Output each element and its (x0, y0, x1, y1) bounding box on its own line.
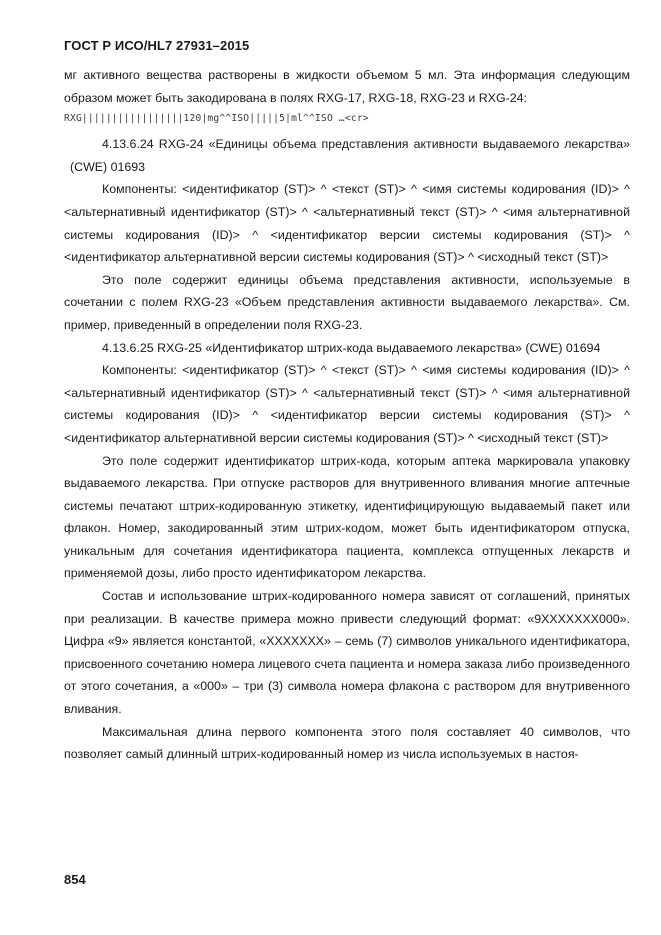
section-heading-rxg25: 4.13.6.25 RXG-25 «Идентификатор штрих-кода выдаваемого лекарства» (CWE) 01694 (102, 340, 601, 355)
paragraph-components-rxg25: Компоненты: <идентификатор (ST)> ^ <текст (ST)> ^ <имя системы кодирования (ID)> ^ <альтернативный идентификатор (ST)> ^ <альтернативный текст (ST)> ^ <имя альтернативной системы кодирования (ID)> ^ <идентификатор версии системы кодирования (ST)> ^ <идентификатор альтернативной версии системы кодирования (ST)> ^ <исходный текст (ST)> (64, 363, 630, 445)
paragraph-rxg25-description: Это поле содержит идентификатор штрих-кода, которым аптека маркировала упаковку выдаваемого лекарства. При отпуске растворов для внутривенного вливания многие аптечные системы печатают штрих-кодированную этикетку, идентифицирующую выдаваемый пакет или флакон. Номер, закодированный этим штрих-кодом, может быть идентификатором отпуска, уникальным для сочетания идентификатора пациента, комплекса отпущенных лекарств и применяемой дозы, либо просто идентификатором лекарства. (64, 453, 630, 581)
document-body (64, 64, 630, 766)
document-header: ГОСТ Р ИСО/HL7 27931–2015 (64, 38, 250, 53)
paragraph-barcode-format: Состав и использование штрих-кодированного номера зависят от соглашений, принятых при реализации. В качестве примера можно привести следующий формат: «9XXXXXXX000». Цифра «9» является константой, «XXXXXXX» – семь (7) символов уникального идентификатора, присвоенного сочетанию номера лицевого счета пациента и номера заказа либо произведенного от этого сочетания, а «000» – три (3) символа номера флакона с раствором для внутривенного вливания. (64, 589, 630, 717)
section-heading-rxg24: 4.13.6.24 RXG-24 «Единицы объема представления активности выдаваемого лекарства» (CWE) 01693 (70, 137, 630, 174)
code-example: RXG|||||||||||||||||120|mg^^ISO|||||5|ml^^ISO …<cr> (64, 113, 369, 125)
paragraph-rxg24-description: Это поле содержит единицы объема представления активности, используемые в сочетании с полем RXG-23 «Объем представления активности выдаваемого лекарства». См. пример, приведенный в определении поля RXG-23. (64, 272, 630, 332)
page-number: 854 (64, 872, 86, 887)
paragraph-components-rxg24: Компоненты: <идентификатор (ST)> ^ <текст (ST)> ^ <имя системы кодирования (ID)> ^ <альтернативный идентификатор (ST)> ^ <альтернативный текст (ST)> ^ <имя альтернативной системы кодирования (ID)> ^ <идентификатор версии системы кодирования (ST)> ^ <идентификатор альтернативной версии системы кодирования (ST)> ^ <исходный текст (ST)> (64, 182, 630, 265)
paragraph-max-length: Максимальная длина первого компонента этого поля составляет 40 символов, что позволяет самый длинный штрих-кодированный номер из числа используемых в настоя- (64, 724, 630, 762)
paragraph-continuation: мг активного вещества растворены в жидкости объемом 5 мл. Эта информация следующим образом может быть закодирована в полях RXG-17, RXG-18, RXG-23 и RXG-24: (64, 68, 630, 105)
